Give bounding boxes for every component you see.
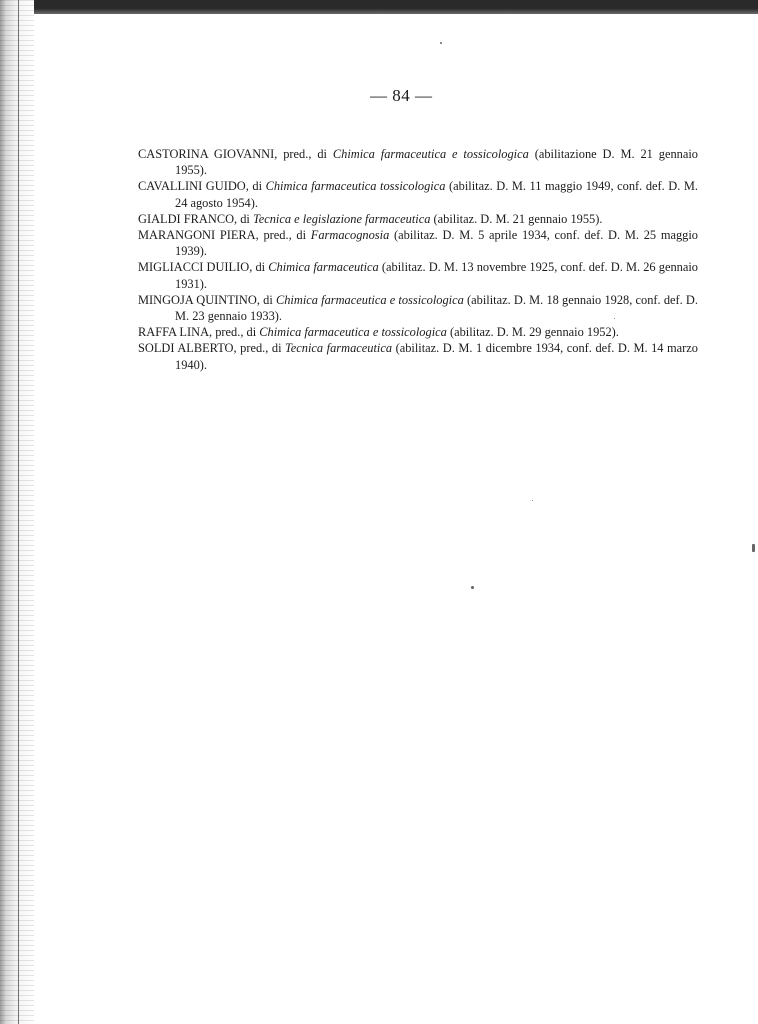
entry-prefix: , pred., di <box>255 228 311 243</box>
scan-binding-edge <box>0 0 34 1024</box>
entry-details: (abilitaz. D. M. 1 dicembre 1934, conf. def. D. M. 14 marzo 1940). <box>175 341 698 372</box>
entry-details: (abilitaz. D. M. 11 maggio 1949, conf. def. D. M. 24 agosto 1954). <box>175 179 698 210</box>
list-item <box>138 340 698 372</box>
entry-subject: Tecnica e legislazione farmaceutica <box>252 211 431 226</box>
scan-top-edge <box>0 0 758 14</box>
entry-details: (abilitaz. D. M. 21 gennaio 1955). <box>430 211 603 226</box>
entry-prefix: , pred., di <box>274 147 333 161</box>
entry-subject: Chimica farmaceutica tossicologica <box>265 179 446 194</box>
entry-prefix: , di <box>249 260 269 275</box>
entry-prefix: , di <box>245 179 266 194</box>
entry-name: MIGLIACCI DUILIO <box>138 260 250 275</box>
entry-subject: Tecnica farmaceutica <box>285 341 393 356</box>
list-item <box>138 292 698 324</box>
list-item <box>138 178 698 210</box>
entry-prefix: , di <box>256 292 276 307</box>
entry-prefix: , di <box>234 211 253 226</box>
entry-name: CAVALLINI GUIDO <box>138 179 246 194</box>
entry-list <box>138 146 698 373</box>
scan-speck <box>614 318 615 319</box>
list-item <box>138 259 698 291</box>
scan-speck <box>532 500 533 501</box>
entry-name: MINGOJA QUINTINO <box>138 292 257 307</box>
scan-speck <box>752 544 755 552</box>
entry-subject: Chimica farmaceutica e tossicologica <box>332 147 529 161</box>
entry-details: (abilitaz. D. M. 13 novembre 1925, conf. def. D. M. 26 gennaio 1931). <box>175 260 698 291</box>
entry-details: (abilitazione D. M. 21 gennaio 1955). <box>175 147 698 178</box>
list-item <box>138 146 698 178</box>
entry-name: SOLDI ALBERTO <box>138 341 234 356</box>
entry-subject: Farmacognosia <box>310 228 390 243</box>
entry-subject: Chimica farmaceutica e tossicologica <box>259 325 447 340</box>
entry-details: (abilitaz. D. M. 18 gennaio 1928, conf. def. D. M. 23 gennaio 1933). <box>175 292 698 324</box>
entry-subject: Chimica farmaceutica <box>268 260 379 275</box>
entry-details: (abilitaz. D. M. 5 aprile 1934, conf. def. D. M. 25 maggio 1939). <box>175 228 698 259</box>
page-number: — 84 — <box>370 86 433 105</box>
scan-speck <box>440 42 442 44</box>
entry-details: (abilitaz. D. M. 29 gennaio 1952). <box>446 325 619 340</box>
list-item <box>138 227 698 259</box>
entry-name: MARANGONI PIERA <box>138 228 256 243</box>
entry-name: RAFFA LINA <box>138 325 210 340</box>
entry-name: CASTORINA GIOVANNI <box>138 147 275 161</box>
entry-prefix: , pred., di <box>209 325 260 340</box>
entry-name: GIALDI FRANCO <box>138 211 235 226</box>
entry-prefix: , pred., di <box>233 341 286 356</box>
list-item <box>138 324 698 340</box>
scan-binding-line <box>18 0 19 1024</box>
scan-speck <box>471 586 474 589</box>
list-item <box>138 211 698 227</box>
entry-subject: Chimica farmaceutica e tossicologica <box>275 292 464 307</box>
